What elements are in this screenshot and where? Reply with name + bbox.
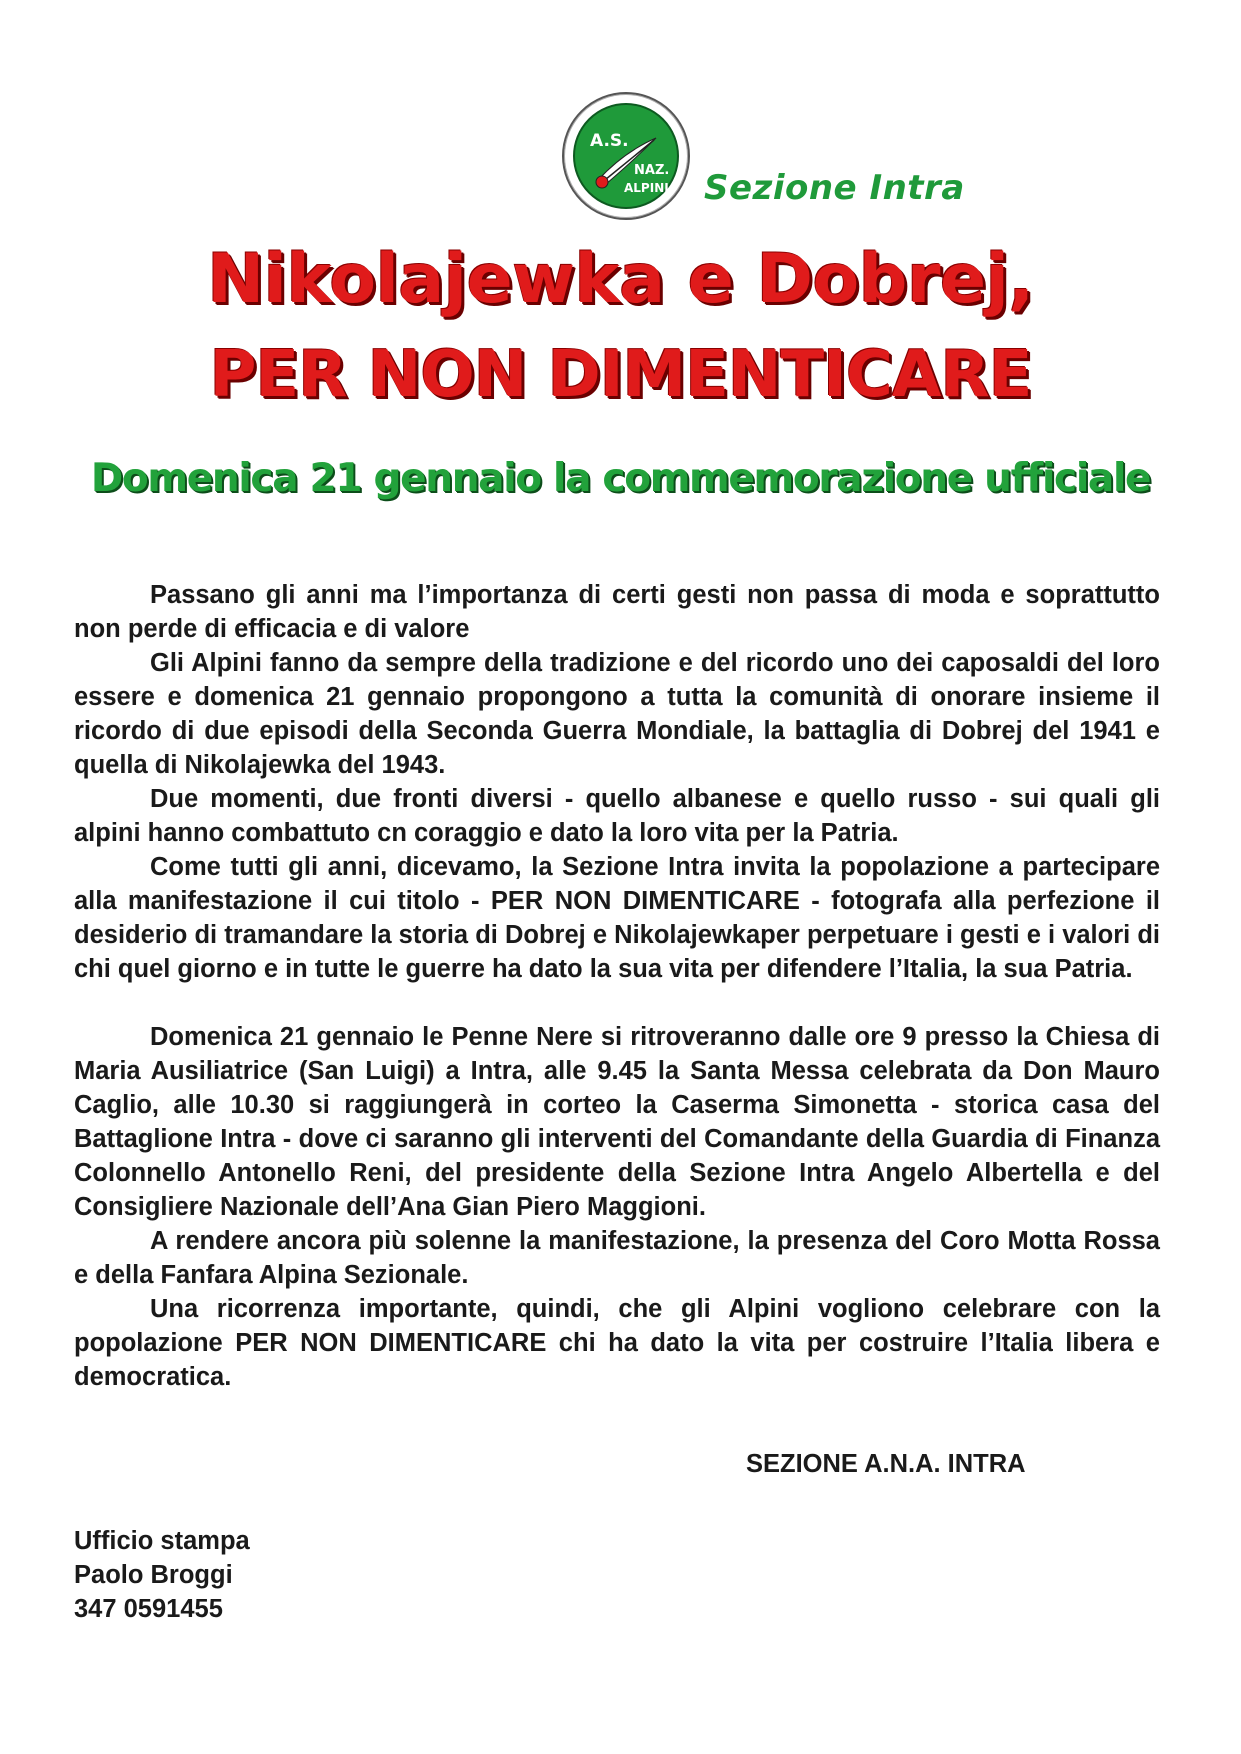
signature: SEZIONE A.N.A. INTRA [746, 1450, 1026, 1478]
logo-text-top: A.S. [590, 131, 629, 151]
headline-line-1: Nikolajewka e Dobrej, [207, 240, 1034, 319]
paragraph: Domenica 21 gennaio le Penne Nere si ritroveranno dalle ore 9 presso la Chiesa di Maria Ausiliatrice (San Luigi) a Intra, alle 9.45 la Santa Messa celebrata da Don Mauro Caglio, alle 10.30 si raggiungerà in corteo la Caserma Simonetta - storica casa del Battaglione Intra - dove ci saranno gli interventi del Comandante della Guardia di Finanza Colonnello Antonello Reni, del presidente della Sezione Intra Angelo Albertella e del Consigliere Nazionale dell’Ana Gian Piero Maggioni. [74, 1023, 1160, 1221]
paragraph: Una ricorrenza importante, quindi, che gli Alpini vogliono celebrare con la popolazione PER NON DIMENTICARE chi ha dato la vita per costruire l’Italia libera e democratica. [74, 1295, 1160, 1391]
paragraph: Come tutti gli anni, dicevamo, la Sezione Intra invita la popolazione a partecipare alla manifestazione il cui titolo - PER NON DIMENTICARE - fotografa alla perfezione il desiderio di tramandare la storia di Dobrej e Nikolajewkaper perpetuare i gesti e i valori di chi quel giorno e in tutte le guerre ha dato la sua vita per difendere l’Italia, la sua Patria. [74, 853, 1160, 983]
press-contact [74, 1524, 250, 1626]
logo-text-mid: NAZ. [634, 163, 670, 178]
ana-logo [562, 92, 690, 220]
paragraph: Passano gli anni ma l’importanza di certi gesti non passa di moda e soprattutto non perde di efficacia e di valore [74, 581, 1160, 643]
contact-name: Paolo Broggi [74, 1561, 233, 1589]
contact-phone: 347 0591455 [74, 1595, 223, 1623]
section-name: Sezione Intra [704, 168, 965, 208]
headline-line-2: PER NON DIMENTICARE [209, 338, 1032, 412]
paragraph: A rendere ancora più solenne la manifestazione, la presenza del Coro Motta Rossa e della Fanfara Alpina Sezionale. [74, 1227, 1160, 1289]
paragraph: Due momenti, due fronti diversi - quello albanese e quello russo - sui quali gli alpini hanno combattuto cn coraggio e dato la loro vita per la Patria. [74, 785, 1160, 847]
article-body [74, 578, 1160, 1394]
subtitle: Domenica 21 gennaio la commemorazione ufficiale [90, 456, 1151, 501]
contact-office: Ufficio stampa [74, 1527, 250, 1555]
paragraph: Gli Alpini fanno da sempre della tradizione e del ricordo uno dei caposaldi del loro essere e domenica 21 gennaio propongono a tutta la comunità di onorare insieme il ricordo di due episodi della Seconda Guerra Mondiale, la battaglia di Dobrej del 1941 e quella di Nikolajewka del 1943. [74, 649, 1160, 779]
logo-text-bottom: ALPINI [624, 181, 669, 195]
ana-emblem-icon [564, 94, 688, 218]
